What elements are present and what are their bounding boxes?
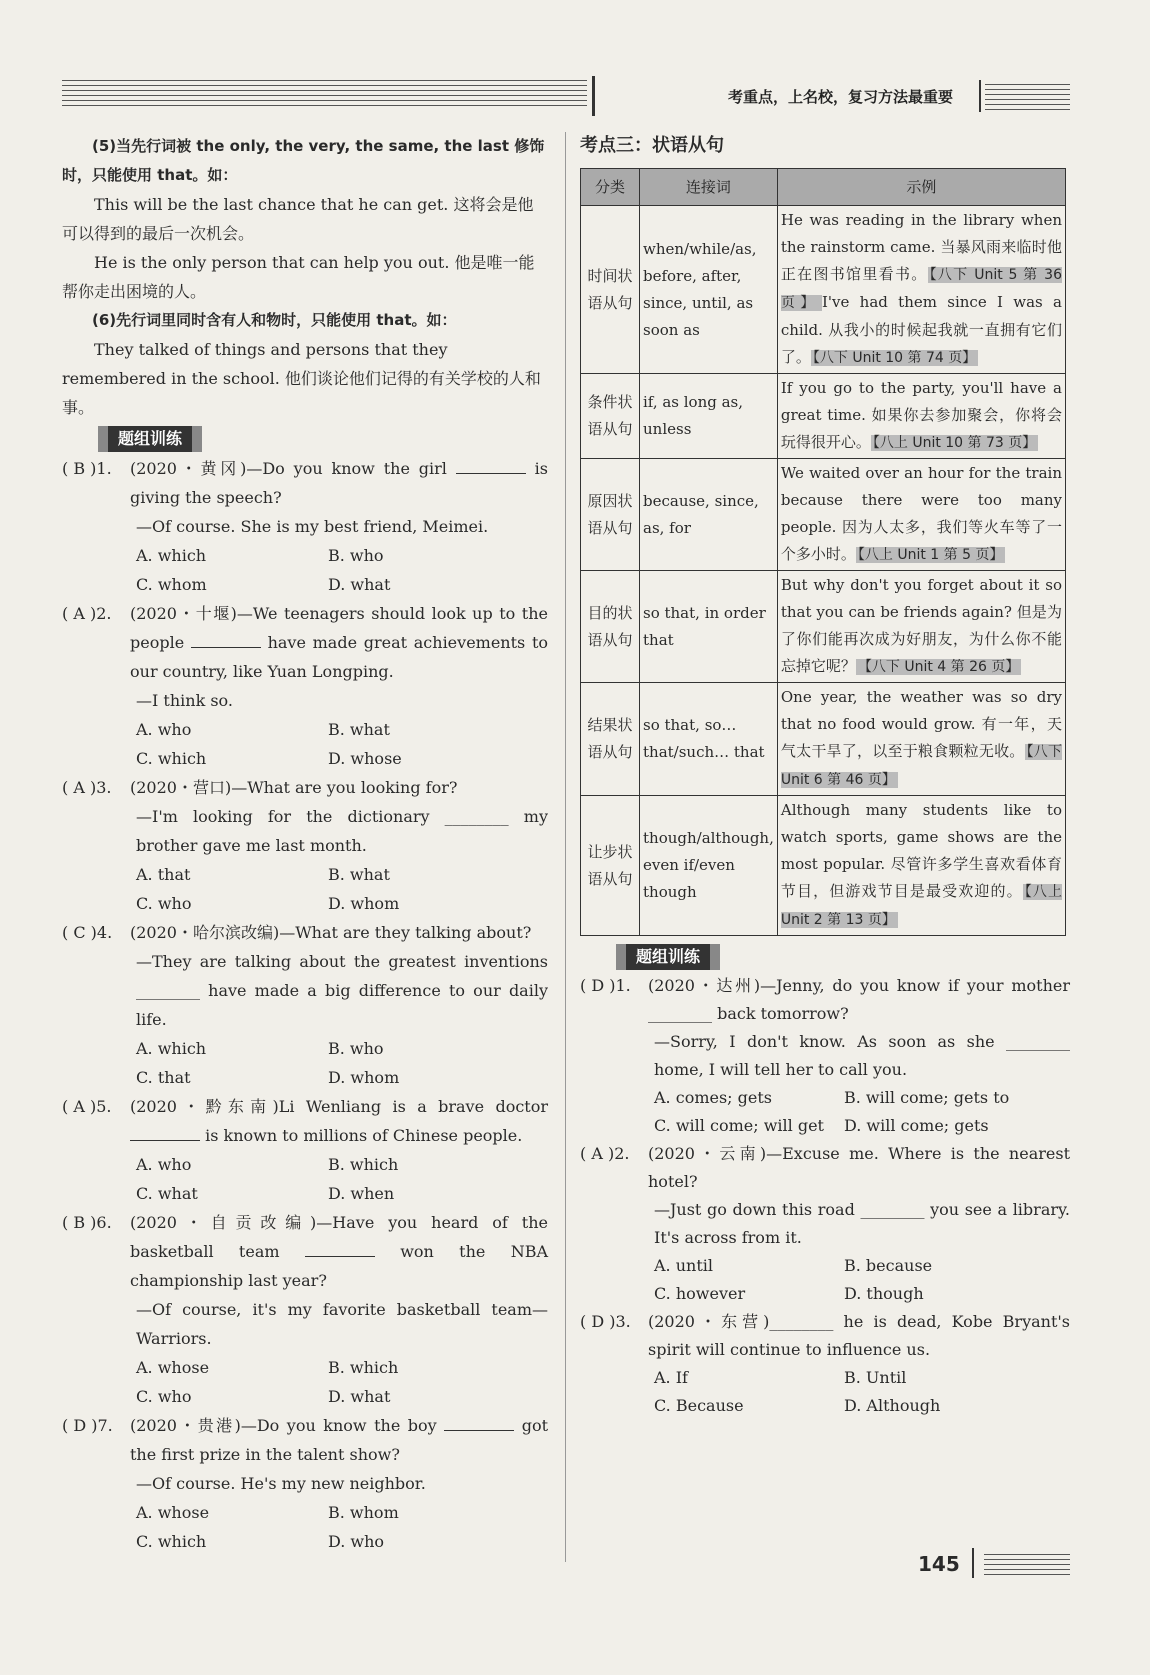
footer-divider: [972, 1548, 974, 1578]
example-sentence: Although many students like to watch sports, game shows are the most popular. 尽管许多学生喜欢看体育节目，但游戏节目是最受欢迎的。: [780, 801, 1062, 900]
option: B. which: [328, 1155, 399, 1174]
column-divider: [565, 132, 566, 1562]
option-grid: [580, 1252, 1070, 1308]
answer-marker: ( B )1.: [62, 459, 112, 478]
question-stem-text: (2020・营口)—What are you looking for?: [130, 778, 458, 797]
answer-marker: ( A )2.: [580, 1144, 630, 1163]
question-item: [62, 1208, 548, 1411]
conjunctions: so that, in order that: [640, 571, 778, 683]
question-reply: —Of course. He's my new neighbor.: [136, 1474, 426, 1493]
example: [777, 459, 1065, 571]
clause-type: 条件状语从句: [581, 374, 640, 459]
adverbial-clause-table: [580, 168, 1066, 936]
question-stem-row: [62, 599, 548, 686]
option: A. whose: [136, 1503, 210, 1522]
question-item: [580, 972, 1070, 1140]
option: D. when: [328, 1184, 395, 1203]
conjunctions: when/while/as, before, after, since, until, as soon as: [640, 206, 778, 374]
clause-type: 原因状语从句: [581, 459, 640, 571]
option-grid: [62, 541, 548, 599]
rule5-example-1: This will be the last chance that he can get. 这将会是他可以得到的最后一次机会。: [62, 195, 534, 243]
clause-type: 时间状语从句: [581, 206, 640, 374]
answer-marker: ( C )4.: [62, 923, 113, 942]
clause-type: 目的状语从句: [581, 571, 640, 683]
option: A. If: [654, 1368, 688, 1387]
option: C. Because: [654, 1396, 744, 1415]
question-stem-text: (2020・黄冈)—Do you know the girl: [130, 459, 447, 478]
question-reply: —They are talking about the greatest inventions ________ have made a big difference to our daily life.: [136, 952, 548, 1029]
drill-label-right: 题组训练: [616, 944, 720, 970]
answer-marker: ( D )3.: [580, 1312, 631, 1331]
question-reply: —I'm looking for the dictionary ________ my brother gave me last month.: [136, 807, 548, 855]
question-stem-continued: got the first prize in the talent show?: [130, 1416, 549, 1464]
rule6-example-1: They talked of things and persons that they remembered in the school. 他们谈论他们记得的有关学校的人和事。: [62, 340, 541, 417]
answer-marker: ( A )2.: [62, 604, 112, 623]
option: B. Until: [844, 1368, 907, 1387]
option: A. which: [136, 1039, 207, 1058]
question-item: [580, 1308, 1070, 1420]
option: D. whom: [328, 894, 400, 913]
example-sentence: We waited over an hour for the train because there were too many people. 因为人太多，我们等火车等了一个多小时。: [780, 464, 1062, 563]
option: C. who: [136, 1387, 192, 1406]
question-stem-row: [62, 773, 548, 802]
question-stem: [130, 773, 548, 802]
option: B. what: [328, 720, 390, 739]
option: C. who: [136, 894, 192, 913]
example: [777, 374, 1065, 459]
section-title: 考点三：状语从句: [580, 135, 724, 156]
question-stem-text: (2020・十堰)—We teenagers should look up to the people: [130, 604, 548, 652]
question-item: [62, 1411, 548, 1556]
textbook-reference: 【八上 Unit 10 第 73 页】: [872, 435, 1037, 451]
textbook-reference: 【八下 Unit 5 第 36 页】: [780, 267, 1062, 311]
option-grid: [580, 1364, 1070, 1420]
answer-blank: [305, 1242, 375, 1257]
question-stem: (2020・云南)—Excuse me. Where is the nearest hotel?: [648, 1144, 1070, 1191]
header-conjunction: 连接词: [640, 169, 778, 206]
header-slogan: 考重点，上名校，复习方法最重要: [728, 88, 954, 106]
right-column: [580, 132, 1070, 1420]
question-stem-row: [62, 1208, 548, 1295]
option: A. who: [136, 1155, 192, 1174]
question-stem-text: (2020・贵港)—Do you know the boy: [130, 1416, 437, 1435]
question-reply: —Sorry, I don't know. As soon as she ________ home, I will tell her to call you.: [654, 1032, 1070, 1079]
option: C. however: [654, 1284, 746, 1303]
answer-blank: [444, 1416, 514, 1431]
option: D. what: [328, 1387, 391, 1406]
header-divider-right: [979, 80, 981, 112]
option: C. will come; will get: [654, 1116, 824, 1135]
option: A. comes; gets: [654, 1088, 772, 1107]
option: A. which: [136, 546, 207, 565]
option: A. until: [654, 1256, 713, 1275]
question-item: [580, 1140, 1070, 1308]
page-number: 145: [918, 1552, 960, 1576]
clause-type: 结果状语从句: [581, 683, 640, 796]
answer-marker: ( D )1.: [580, 976, 631, 995]
question-reply: —I think so.: [136, 691, 233, 710]
header-example: 示例: [777, 169, 1065, 206]
question-stem-continued: won the NBA championship last year?: [130, 1242, 549, 1290]
footer-rule: [984, 1554, 1070, 1576]
drill-label-left: 题组训练: [98, 426, 202, 452]
option-grid: [62, 1150, 548, 1208]
option: B. what: [328, 865, 390, 884]
question-stem-text: (2020・自贡改编)—Have you heard of the basketball team: [130, 1213, 548, 1261]
option-grid: [580, 1084, 1070, 1140]
question-stem-continued: is giving the speech?: [130, 459, 548, 507]
option: C. which: [136, 749, 207, 768]
question-item: [62, 918, 548, 1092]
header-divider: [592, 76, 595, 116]
rule5-title: (5)当先行词被 the only, the very, the same, the last 修饰时，只能使用 that。如：: [62, 137, 545, 184]
question-item: [62, 599, 548, 773]
option: A. whose: [136, 1358, 210, 1377]
question-stem-continued: is known to millions of Chinese people.: [200, 1126, 523, 1145]
header-rule-left: [62, 80, 587, 110]
option: B. because: [844, 1256, 933, 1275]
question-stem-text: (2020・哈尔滨改编)—What are they talking about?: [130, 923, 532, 942]
question-stem: [130, 1411, 548, 1469]
option: D. what: [328, 575, 391, 594]
option: D. though: [844, 1284, 924, 1303]
textbook-reference: 【八上 Unit 1 第 5 页】: [857, 547, 1004, 563]
answer-blank: [456, 459, 526, 474]
option-grid: [62, 1498, 548, 1556]
option: D. whose: [328, 749, 402, 768]
textbook-reference: 【八上 Unit 2 第 13 页】: [780, 884, 1062, 928]
answer-marker: ( B )6.: [62, 1213, 112, 1232]
header-rule-right: [985, 84, 1070, 110]
right-question-list: [580, 972, 1070, 1420]
left-column: [62, 132, 548, 1556]
table-row: [581, 206, 1066, 374]
conjunctions: if, as long as, unless: [640, 374, 778, 459]
example-sentence: But why don't you forget about it so that you can be friends again? 但是为了你们能再次成为好朋友，为什么你不能忘掉它呢？: [780, 576, 1062, 675]
option-grid: [62, 1034, 548, 1092]
example: [777, 571, 1065, 683]
table-row: [581, 374, 1066, 459]
question-stem-row: [580, 972, 1070, 1028]
option: B. which: [328, 1358, 399, 1377]
option: B. who: [328, 1039, 384, 1058]
question-stem: (2020・东营)________ he is dead, Kobe Bryant's spirit will continue to influence us.: [648, 1312, 1070, 1359]
question-stem: [130, 599, 548, 686]
question-reply: —Just go down this road ________ you see a library. It's across from it.: [654, 1200, 1070, 1247]
question-stem: [130, 918, 548, 947]
question-stem-row: [62, 918, 548, 947]
conjunctions: though/although, even if/even though: [640, 796, 778, 936]
example-sentence: He was reading in the library when the rainstorm came. 当暴风雨来临时他正在图书馆里看书。: [780, 211, 1062, 283]
header-type: 分类: [581, 169, 640, 206]
option: C. what: [136, 1184, 198, 1203]
question-stem-row: [62, 1411, 548, 1469]
textbook-reference: 【八下 Unit 4 第 26 页】: [857, 659, 1020, 675]
question-item: [62, 454, 548, 599]
question-stem-row: [580, 1140, 1070, 1196]
example: [777, 206, 1065, 374]
question-stem-continued: have made great achievements to our country, like Yuan Longping.: [130, 633, 548, 681]
table-row: [581, 683, 1066, 796]
option: B. will come; gets to: [844, 1088, 1010, 1107]
table-row: [581, 571, 1066, 683]
textbook-reference-2: 【八下 Unit 10 第 74 页】: [812, 350, 977, 366]
conjunctions: because, since, as, for: [640, 459, 778, 571]
answer-marker: ( A )3.: [62, 778, 112, 797]
question-item: [62, 1092, 548, 1208]
question-stem-row: [580, 1308, 1070, 1364]
question-stem: [130, 454, 548, 512]
option: A. that: [136, 865, 191, 884]
question-stem: (2020・达州)—Jenny, do you know if your mother ________ back tomorrow?: [648, 976, 1070, 1023]
option: D. Although: [844, 1396, 941, 1415]
option: D. whom: [328, 1068, 400, 1087]
answer-marker: ( A )5.: [62, 1097, 112, 1116]
option: D. will come; gets: [844, 1116, 989, 1135]
left-question-list: [62, 454, 548, 1556]
rule6-title: (6)先行词里同时含有人和物时，只能使用 that。如：: [92, 311, 457, 329]
option-grid: [62, 1353, 548, 1411]
option: C. which: [136, 1532, 207, 1551]
question-stem-row: [62, 454, 548, 512]
question-item: [62, 773, 548, 918]
example-sentence: If you go to the party, you'll have a great time. 如果你去参加聚会，你将会玩得很开心。: [780, 379, 1062, 451]
question-stem-text: (2020・黔东南)Li Wenliang is a brave doctor: [130, 1097, 548, 1116]
example: [777, 796, 1065, 936]
example-sentence-2: I've had them since I was a child. 从我小的时候起我就一直拥有它们了。: [780, 293, 1062, 366]
question-stem: [130, 1208, 548, 1295]
option: A. who: [136, 720, 192, 739]
question-reply: —Of course. She is my best friend, Meimei.: [136, 517, 489, 536]
question-reply: —Of course, it's my favorite basketball team—Warriors.: [136, 1300, 548, 1348]
option-grid: [62, 715, 548, 773]
example: [777, 683, 1065, 796]
answer-blank: [130, 1126, 200, 1141]
table-header-row: [581, 169, 1066, 206]
answer-marker: ( D )7.: [62, 1416, 113, 1435]
clause-type: 让步状语从句: [581, 796, 640, 936]
option: C. whom: [136, 575, 207, 594]
answer-blank: [191, 633, 261, 648]
option: C. that: [136, 1068, 191, 1087]
example-sentence: One year, the weather was so dry that no food would grow. 有一年，天气太干旱了，以至于粮食颗粒无收。: [780, 688, 1062, 760]
option-grid: [62, 860, 548, 918]
question-stem: [130, 1092, 548, 1150]
question-stem-row: [62, 1092, 548, 1150]
option: B. who: [328, 546, 384, 565]
option: D. who: [328, 1532, 385, 1551]
conjunctions: so that, so… that/such… that: [640, 683, 778, 796]
table-row: [581, 459, 1066, 571]
rule5-example-2: He is the only person that can help you out. 他是唯一能帮你走出困境的人。: [62, 253, 535, 301]
textbook-reference: 【八下 Unit 6 第 46 页】: [780, 744, 1062, 788]
table-row: [581, 796, 1066, 936]
option: B. whom: [328, 1503, 399, 1522]
